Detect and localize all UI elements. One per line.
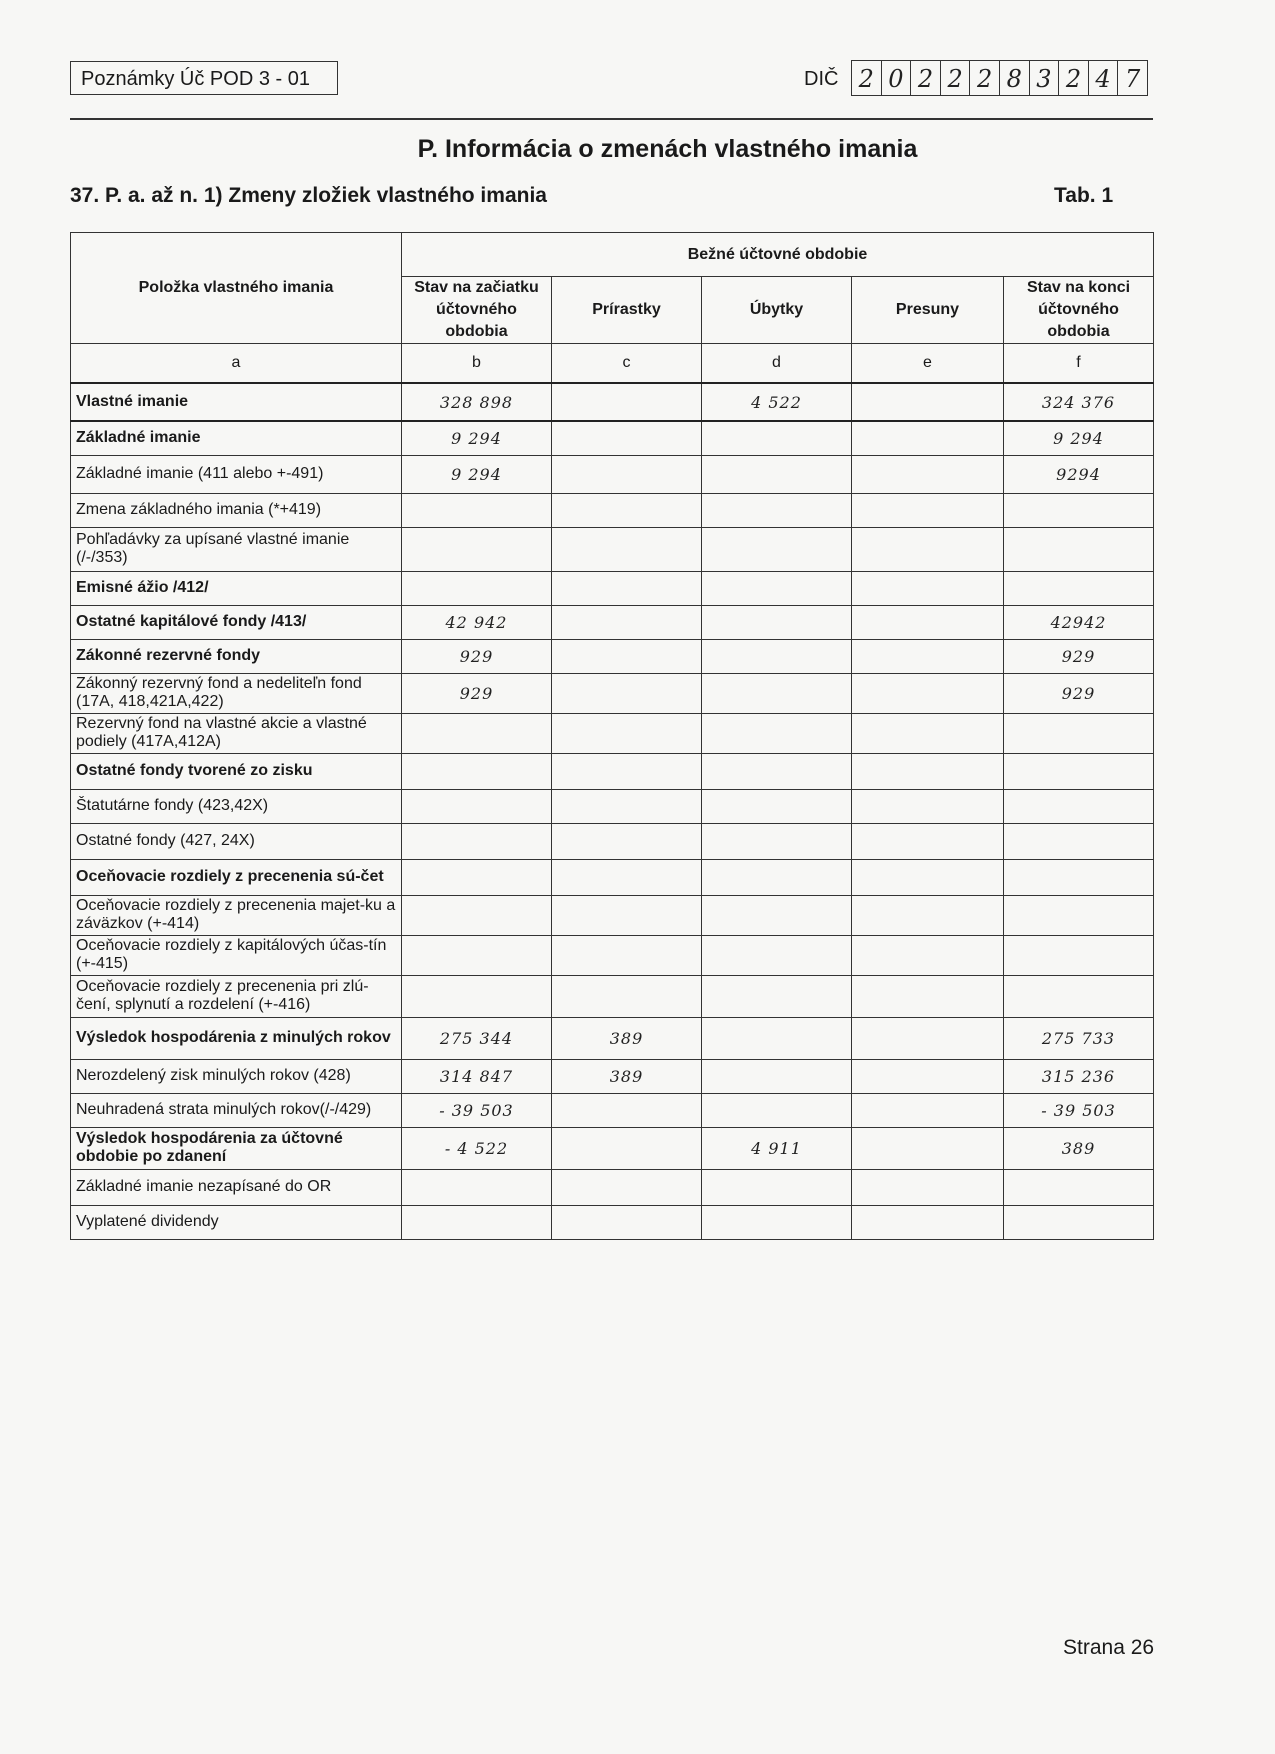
header-polozka: Položka vlastného imania (71, 233, 402, 344)
dic-digit: 3 (1030, 61, 1060, 95)
value-cell-c (552, 673, 702, 713)
value-cell-b (402, 975, 552, 1017)
dic-digit: 2 (852, 61, 882, 95)
value-cell-b: 275 344 (402, 1017, 552, 1059)
column-letter: e (852, 344, 1004, 384)
row-label: Zmena základného imania (*+419) (71, 493, 402, 527)
value-cell-d: 4 911 (702, 1127, 852, 1169)
value-cell-b: 929 (402, 673, 552, 713)
value-cell-f (1004, 753, 1154, 789)
value-cell-f (1004, 935, 1154, 975)
value-cell-d (702, 673, 852, 713)
table-row (71, 605, 1154, 639)
value-cell-b (402, 935, 552, 975)
dic-digit: 2 (1059, 61, 1089, 95)
value-cell-f (1004, 527, 1154, 571)
value-cell-d (702, 713, 852, 753)
value-cell-c (552, 1205, 702, 1239)
row-label: Výsledok hospodárenia z minulých rokov (71, 1017, 402, 1059)
value-cell-f (1004, 493, 1154, 527)
sub-heading: 37. P. a. až n. 1) Zmeny zložiek vlastného imania (70, 184, 547, 207)
value-cell-f: 275 733 (1004, 1017, 1154, 1059)
dic-digit: 2 (941, 61, 971, 95)
value-cell-e (852, 935, 1004, 975)
value-cell-e (852, 455, 1004, 493)
header-stav-zaciatok: Stav na začiatku účtovného obdobia (402, 277, 552, 344)
value-cell-f (1004, 713, 1154, 753)
value-cell-e (852, 639, 1004, 673)
value-cell-b (402, 859, 552, 895)
value-cell-f: 389 (1004, 1127, 1154, 1169)
table-row (71, 493, 1154, 527)
value-cell-d (702, 1017, 852, 1059)
value-cell-c (552, 493, 702, 527)
row-label: Oceňovacie rozdiely z precenenia majet-ku a záväzkov (+-414) (71, 895, 402, 935)
value-cell-c (552, 1093, 702, 1127)
value-cell-e (852, 1093, 1004, 1127)
row-label: Neuhradená strata minulých rokov(/-/429) (71, 1093, 402, 1127)
value-cell-b: - 39 503 (402, 1093, 552, 1127)
dic-label: DIČ (804, 68, 839, 90)
value-cell-b (402, 713, 552, 753)
table-row (71, 1169, 1154, 1205)
value-cell-b (402, 1169, 552, 1205)
table-row (71, 571, 1154, 605)
value-cell-f (1004, 1169, 1154, 1205)
value-cell-c (552, 895, 702, 935)
column-letters-row (71, 344, 1154, 384)
dic-number (851, 60, 1148, 96)
table-row (71, 789, 1154, 823)
value-cell-b: 929 (402, 639, 552, 673)
value-cell-d (702, 935, 852, 975)
row-label: Zákonný rezervný fond a nedeliteľn fond (17A, 418,421A,422) (71, 673, 402, 713)
value-cell-e (852, 713, 1004, 753)
table-row (71, 859, 1154, 895)
table-row (71, 1059, 1154, 1093)
section-title: P. Informácia o zmenách vlastného imania (417, 135, 918, 163)
value-cell-c (552, 859, 702, 895)
value-cell-c (552, 823, 702, 859)
table-row (71, 975, 1154, 1017)
value-cell-e (852, 1017, 1004, 1059)
table-row (71, 713, 1154, 753)
value-cell-e (852, 605, 1004, 639)
row-label: Emisné ážio /412/ (71, 571, 402, 605)
table-row (71, 383, 1154, 421)
value-cell-f: 929 (1004, 639, 1154, 673)
table-row (71, 1205, 1154, 1239)
dic-digit: 2 (970, 61, 1000, 95)
row-label: Pohľadávky za upísané vlastné imanie (/-/353) (71, 527, 402, 571)
row-label: Oceňovacie rozdiely z kapitálových účas-tín (+-415) (71, 935, 402, 975)
row-label: Vyplatené dividendy (71, 1205, 402, 1239)
value-cell-d (702, 571, 852, 605)
table-row (71, 895, 1154, 935)
header-bezne-obdobie: Bežné účtovné obdobie (402, 233, 1154, 277)
table-body (71, 383, 1154, 1239)
value-cell-d (702, 1093, 852, 1127)
row-label: Zákonné rezervné fondy (71, 639, 402, 673)
value-cell-d (702, 975, 852, 1017)
value-cell-b (402, 527, 552, 571)
value-cell-f: 9294 (1004, 455, 1154, 493)
value-cell-d (702, 789, 852, 823)
value-cell-e (852, 789, 1004, 823)
value-cell-d (702, 493, 852, 527)
table-row (71, 455, 1154, 493)
value-cell-c (552, 753, 702, 789)
row-label: Základné imanie nezapísané do OR (71, 1169, 402, 1205)
table-row (71, 935, 1154, 975)
value-cell-d (702, 1169, 852, 1205)
value-cell-b (402, 571, 552, 605)
table-row (71, 421, 1154, 455)
table-row (71, 1017, 1154, 1059)
value-cell-f: 324 376 (1004, 383, 1154, 421)
table-row (71, 823, 1154, 859)
value-cell-e (852, 1169, 1004, 1205)
row-label: Ostatné fondy (427, 24X) (71, 823, 402, 859)
form-code: Poznámky Úč POD 3 - 01 (81, 68, 310, 90)
table-row (71, 1127, 1154, 1169)
value-cell-e (852, 571, 1004, 605)
value-cell-c (552, 1127, 702, 1169)
value-cell-e (852, 673, 1004, 713)
value-cell-b (402, 493, 552, 527)
value-cell-c (552, 605, 702, 639)
row-label: Štatutárne fondy (423,42X) (71, 789, 402, 823)
value-cell-d (702, 639, 852, 673)
column-letter: a (71, 344, 402, 384)
value-cell-c (552, 935, 702, 975)
header-ubytky: Úbytky (702, 277, 852, 344)
value-cell-e (852, 1059, 1004, 1093)
dic-digit: 7 (1125, 65, 1141, 93)
value-cell-b (402, 895, 552, 935)
value-cell-b: 314 847 (402, 1059, 552, 1093)
value-cell-d (702, 753, 852, 789)
value-cell-e (852, 823, 1004, 859)
value-cell-e (852, 527, 1004, 571)
value-cell-f (1004, 1205, 1154, 1239)
value-cell-f: 9 294 (1004, 421, 1154, 455)
value-cell-f (1004, 571, 1154, 605)
dic-digit: 4 (1089, 61, 1119, 95)
value-cell-f (1004, 975, 1154, 1017)
table-label: Tab. 1 (1054, 184, 1114, 207)
value-cell-c (552, 455, 702, 493)
table-row (71, 673, 1154, 713)
table-row (71, 639, 1154, 673)
value-cell-f (1004, 789, 1154, 823)
value-cell-b (402, 823, 552, 859)
value-cell-c (552, 639, 702, 673)
value-cell-c (552, 571, 702, 605)
value-cell-d (702, 823, 852, 859)
column-letter: b (402, 344, 552, 384)
value-cell-c (552, 1169, 702, 1205)
value-cell-c: 389 (552, 1017, 702, 1059)
value-cell-c (552, 421, 702, 455)
value-cell-f: 315 236 (1004, 1059, 1154, 1093)
dic-digit: 0 (882, 61, 912, 95)
header-prirastky: Prírastky (552, 277, 702, 344)
value-cell-e (852, 493, 1004, 527)
dic-digit: 2 (911, 61, 941, 95)
value-cell-e (852, 383, 1004, 421)
equity-changes-table (70, 232, 1154, 1240)
value-cell-e (852, 975, 1004, 1017)
value-cell-b (402, 753, 552, 789)
value-cell-d (702, 1059, 852, 1093)
row-label: Nerozdelený zisk minulých rokov (428) (71, 1059, 402, 1093)
row-label: Rezervný fond na vlastné akcie a vlastné podiely (417A,412A) (71, 713, 402, 753)
value-cell-f (1004, 859, 1154, 895)
row-label: Oceňovacie rozdiely z precenenia pri zlú-čení, splynutí a rozdelení (+-416) (71, 975, 402, 1017)
value-cell-b (402, 789, 552, 823)
form-code-box (70, 61, 338, 95)
value-cell-c (552, 383, 702, 421)
row-label: Ostatné kapitálové fondy /413/ (71, 605, 402, 639)
value-cell-d (702, 421, 852, 455)
value-cell-e (852, 1205, 1004, 1239)
value-cell-d (702, 605, 852, 639)
value-cell-d (702, 527, 852, 571)
value-cell-f: - 39 503 (1004, 1093, 1154, 1127)
value-cell-b: 9 294 (402, 455, 552, 493)
value-cell-e (852, 753, 1004, 789)
value-cell-c (552, 713, 702, 753)
header-divider (70, 118, 1153, 120)
value-cell-d: 4 522 (702, 383, 852, 421)
table-row (71, 1093, 1154, 1127)
value-cell-f: 929 (1004, 673, 1154, 713)
value-cell-b: 328 898 (402, 383, 552, 421)
value-cell-d (702, 455, 852, 493)
value-cell-d (702, 859, 852, 895)
row-label: Vlastné imanie (71, 383, 402, 421)
page-number: Strana 26 (1063, 1636, 1155, 1659)
value-cell-d (702, 1205, 852, 1239)
value-cell-b (402, 1205, 552, 1239)
row-label: Základné imanie (411 alebo +-491) (71, 455, 402, 493)
value-cell-e (852, 421, 1004, 455)
value-cell-e (852, 895, 1004, 935)
row-label: Oceňovacie rozdiely z precenenia sú-čet (71, 859, 402, 895)
value-cell-d (702, 895, 852, 935)
row-label: Výsledok hospodárenia za účtovné obdobie po zdanení (71, 1127, 402, 1169)
column-letter: d (702, 344, 852, 384)
value-cell-c: 389 (552, 1059, 702, 1093)
header-stav-konci: Stav na konci účtovného obdobia (1004, 277, 1154, 344)
value-cell-f (1004, 823, 1154, 859)
table-row (71, 753, 1154, 789)
value-cell-c (552, 789, 702, 823)
column-letter: f (1004, 344, 1154, 384)
column-letter: c (552, 344, 702, 384)
value-cell-f: 42942 (1004, 605, 1154, 639)
value-cell-b: 42 942 (402, 605, 552, 639)
row-label: Základné imanie (71, 421, 402, 455)
header-presuny: Presuny (852, 277, 1004, 344)
table-row (71, 527, 1154, 571)
value-cell-c (552, 975, 702, 1017)
value-cell-f (1004, 895, 1154, 935)
value-cell-e (852, 1127, 1004, 1169)
value-cell-b: 9 294 (402, 421, 552, 455)
value-cell-e (852, 859, 1004, 895)
value-cell-c (552, 527, 702, 571)
dic-digit: 8 (1000, 61, 1030, 95)
row-label: Ostatné fondy tvorené zo zisku (71, 753, 402, 789)
value-cell-b: - 4 522 (402, 1127, 552, 1169)
